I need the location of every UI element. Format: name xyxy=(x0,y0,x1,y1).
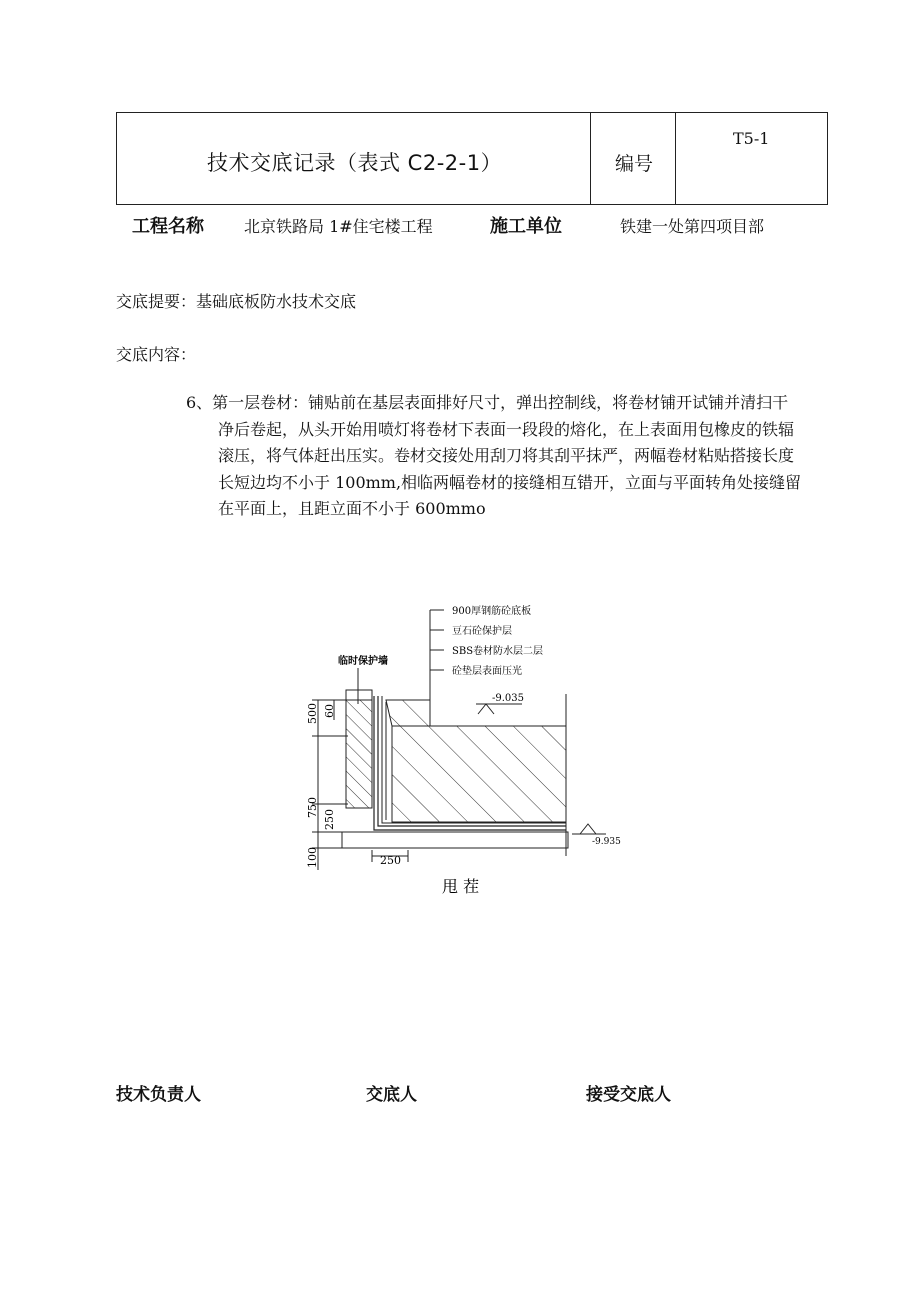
cushion-layer xyxy=(342,832,568,848)
dimension-chain xyxy=(312,700,348,870)
item-line: 在平面上，且距立面不小于 600mmo xyxy=(218,499,486,518)
item-paragraph xyxy=(186,390,836,523)
summary-text: 交底提要：基础底板防水技术交底 xyxy=(116,292,357,311)
concrete-slab xyxy=(392,726,566,822)
dim-label: 500 xyxy=(306,703,319,724)
layer-label: 砼垫层表面压光 xyxy=(452,666,522,677)
header-divider-2 xyxy=(675,113,676,204)
dim-label: 750 xyxy=(306,797,319,818)
receiver-label: 接受交底人 xyxy=(586,1085,671,1105)
item-line: 6、第一层卷材：铺贴前在基层表面排好尺寸，弹出控制线，将卷材铺开试铺并清扫干 xyxy=(186,393,789,412)
construction-unit-value: 铁建一处第四项目部 xyxy=(620,217,765,236)
elevation-bottom: -9.935 xyxy=(592,837,621,847)
dim-label: 100 xyxy=(306,847,319,868)
item-line: 长短边均不小于 100mm,相临两幅卷材的接缝相互错开，立面与平面转角处接缝留 xyxy=(218,472,802,492)
temporary-wall xyxy=(346,700,372,808)
layer-leaders xyxy=(430,610,444,704)
layer-label: 豆石砼保护层 xyxy=(452,626,512,637)
project-name-value: 北京铁路局 1#住宅楼工程 xyxy=(244,217,433,236)
wall-label: 临时保护墙 xyxy=(338,656,388,667)
header-divider-1 xyxy=(590,113,591,204)
content-label: 交底内容： xyxy=(116,345,197,364)
layer-label: 900厚钢筋砼底板 xyxy=(452,606,532,617)
item-line: 滚压，将气体赶出压实。卷材交接处用刮刀将其刮平抹严，两幅卷材粘贴搭接长度 xyxy=(218,446,795,465)
page-title: 技术交底记录（表式 C2-2-1） xyxy=(207,151,503,175)
diagram-caption: 甩 茬 xyxy=(442,877,480,896)
dim-label: 250 xyxy=(380,854,401,867)
construction-unit-label: 施工单位 xyxy=(490,216,562,237)
header-table xyxy=(116,112,828,205)
elevation-top: -9.035 xyxy=(492,693,525,704)
layer-label: SBS卷材防水层二层 xyxy=(452,646,544,657)
project-name-label: 工程名称 xyxy=(132,216,204,237)
item-line: 净后卷起，从头开始用喷灯将卷材下表面一段段的熔化，在上表面用包橡皮的铁辐 xyxy=(218,419,795,439)
code-value: T5-1 xyxy=(733,129,770,148)
tech-lead-label: 技术负责人 xyxy=(116,1085,201,1105)
waterproof-detail-diagram xyxy=(296,594,626,904)
dim-label: 250 xyxy=(323,809,336,830)
discloser-label: 交底人 xyxy=(366,1085,417,1105)
dim-label: 60 xyxy=(323,704,336,718)
code-label: 编号 xyxy=(615,153,654,175)
